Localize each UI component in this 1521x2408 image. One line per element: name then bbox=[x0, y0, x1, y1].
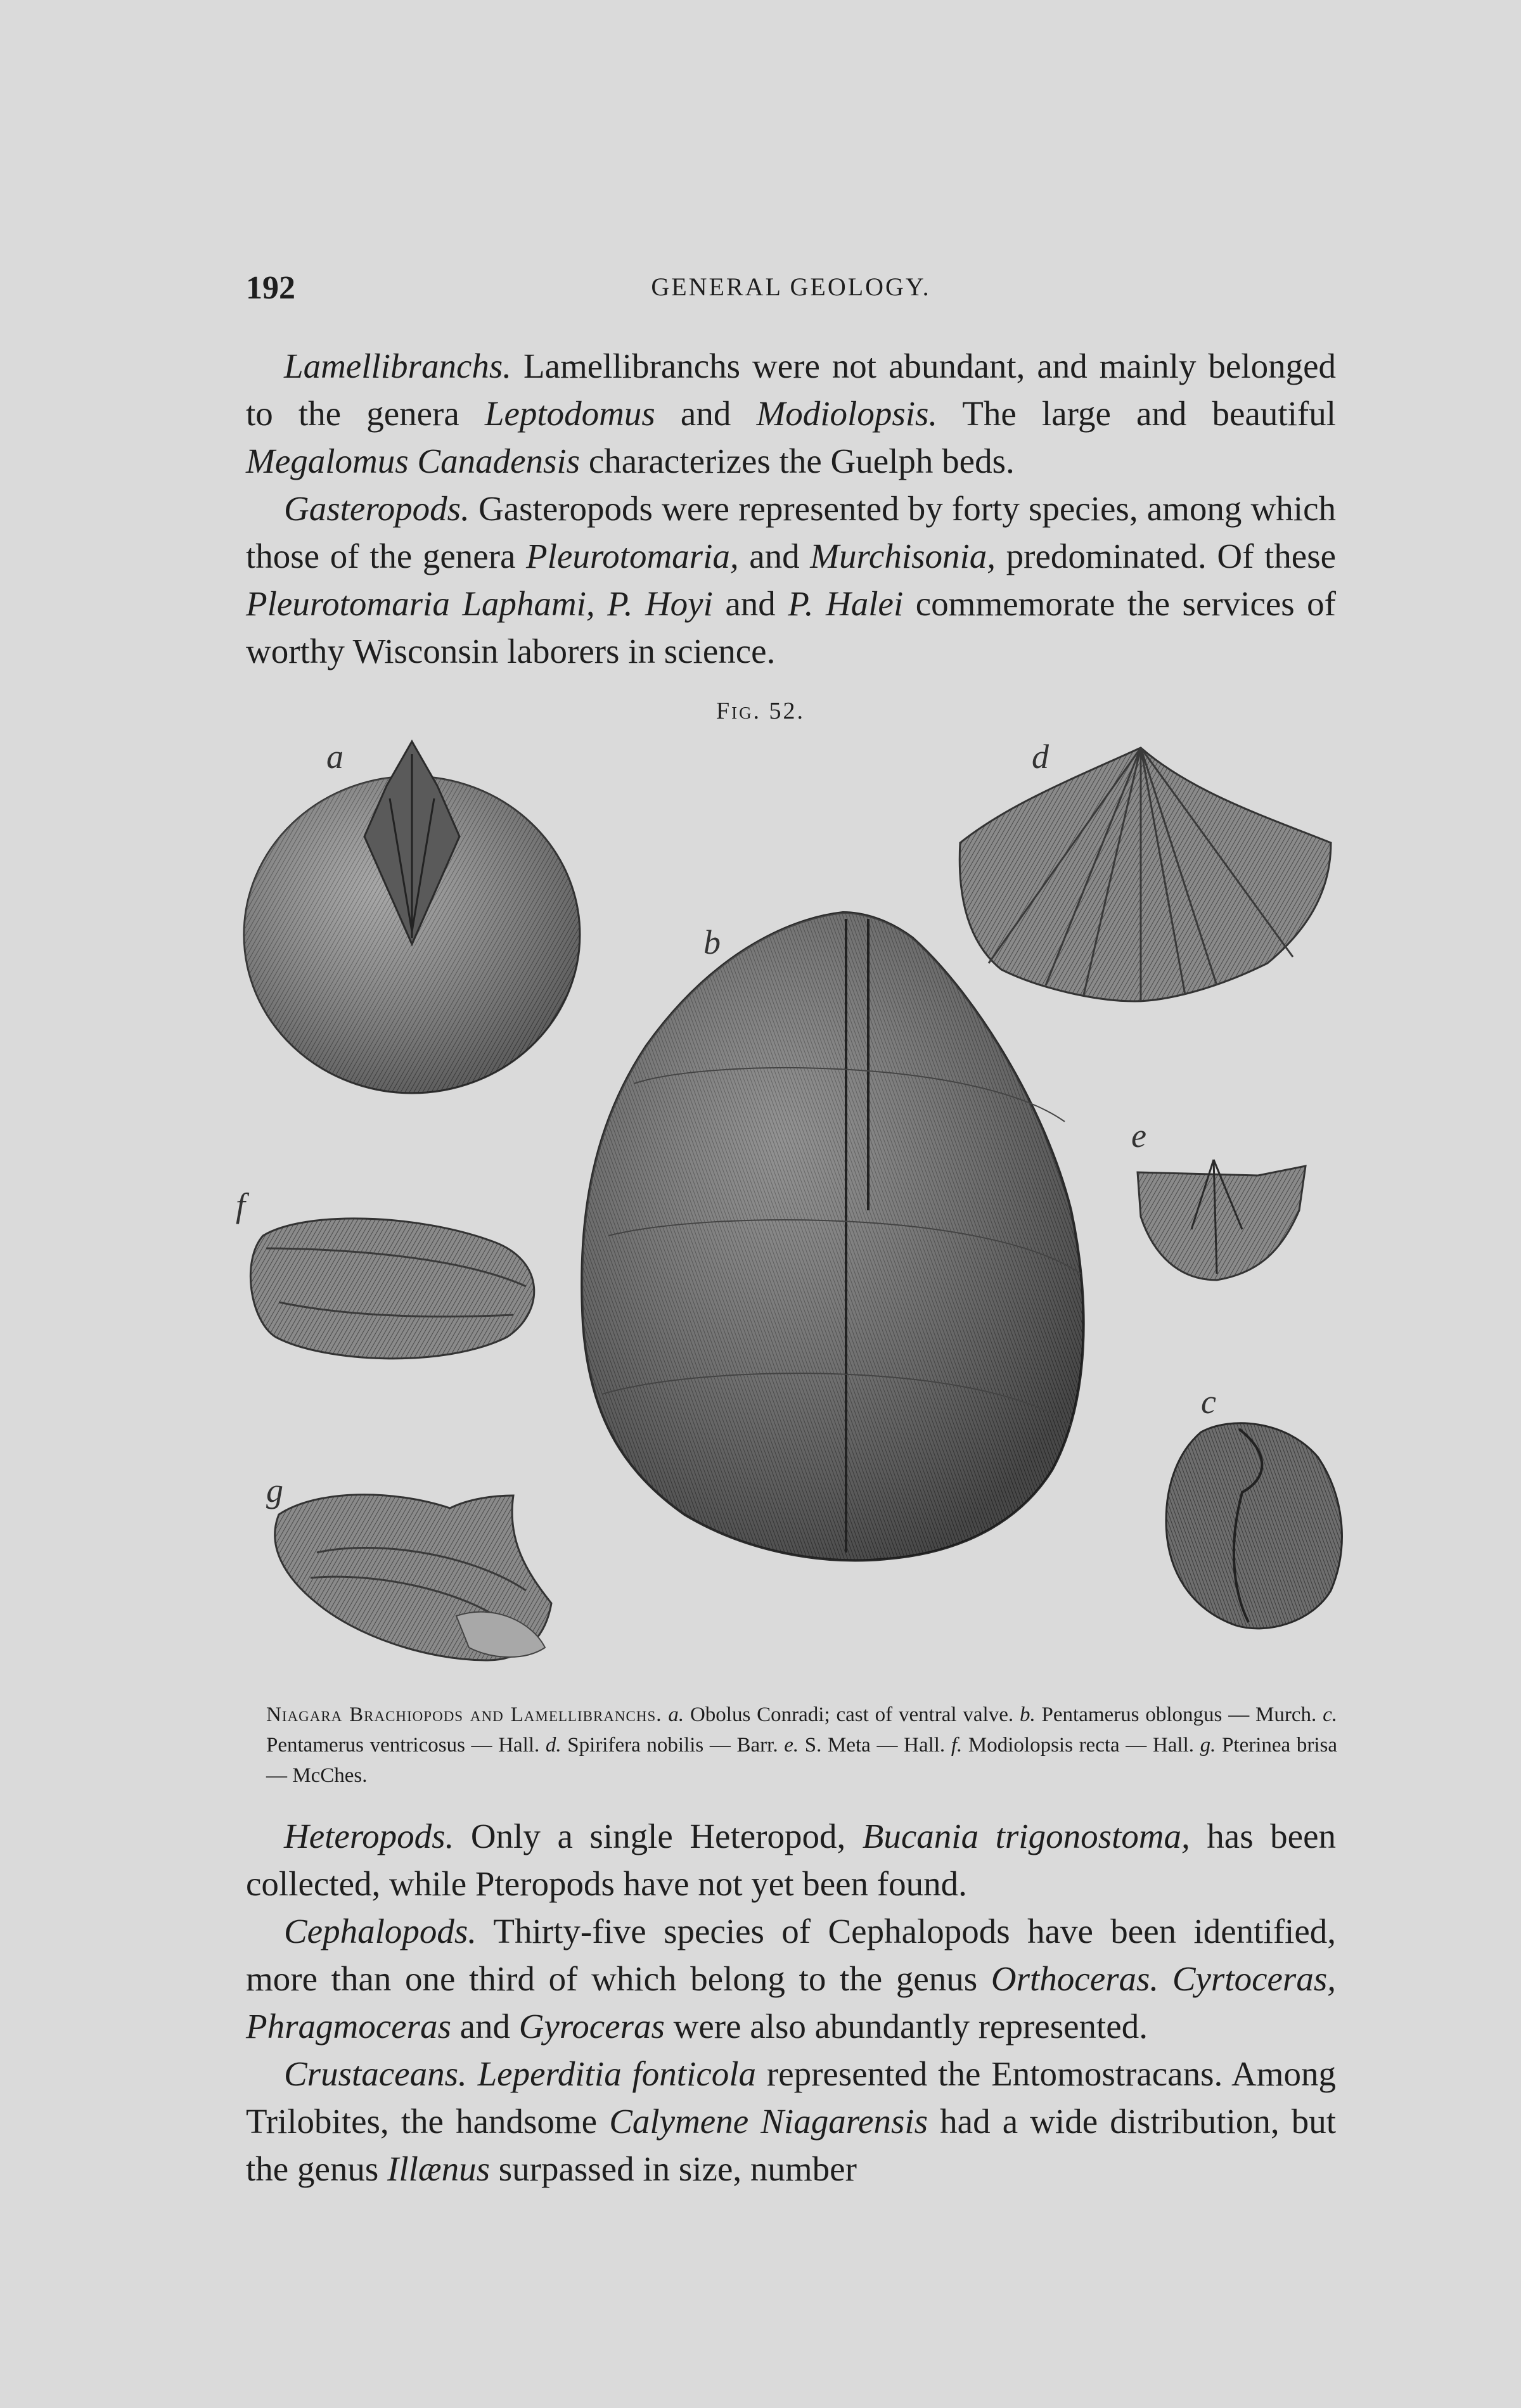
genus-name: Orthoceras. Cyrtoceras, Phragmoceras bbox=[246, 1959, 1336, 2046]
text-run: Thirty-five species of Cephalopods have been identified, more than one third of which belong to the genus bbox=[246, 1912, 1336, 1998]
paragraph-crustaceans bbox=[246, 2050, 1336, 2193]
caption-entry: Spirifera nobilis — Barr. bbox=[561, 1734, 785, 1757]
running-head: GENERAL GEOLOGY. bbox=[651, 272, 931, 301]
caption-letter: f. bbox=[951, 1734, 963, 1757]
letter-e: e bbox=[1131, 1117, 1146, 1155]
caption-entry: Modiolopsis recta — Hall. bbox=[962, 1734, 1200, 1757]
caption-letter: d. bbox=[545, 1734, 562, 1757]
specimen-g-pterinea bbox=[275, 1495, 551, 1660]
caption-title: Niagara Brachiopods and Lamellibranchs. bbox=[266, 1703, 662, 1726]
genus-name: Murchisonia, bbox=[810, 537, 996, 575]
bottom-text-block bbox=[246, 1812, 1336, 2193]
text-run: has been collected, while Pteropods have not yet been found. bbox=[246, 1817, 1336, 1903]
text-run: represented the Entomostracans. Among Trilobites, the handsome bbox=[246, 2054, 1337, 2141]
letter-c: c bbox=[1201, 1383, 1216, 1421]
paragraph-gasteropods bbox=[246, 485, 1336, 675]
letter-g: g bbox=[266, 1471, 283, 1509]
text-run: surpassed in size, number bbox=[489, 2149, 857, 2188]
paragraph-cephalopods bbox=[246, 1907, 1336, 2050]
letter-a: a bbox=[326, 738, 343, 776]
specimen-c-ventricosus bbox=[1166, 1423, 1342, 1629]
caption-letter: g. bbox=[1200, 1734, 1216, 1757]
caption-letter: c. bbox=[1323, 1703, 1338, 1726]
letter-d: d bbox=[1032, 738, 1049, 776]
specimen-a-obolus bbox=[244, 741, 580, 1093]
text-run: Only a single Heteropod, bbox=[454, 1817, 863, 1855]
species-name: Calymene Niagarensis bbox=[609, 2102, 928, 2141]
heading-gasteropods: Gasteropods. bbox=[284, 489, 470, 528]
text-run: had a wide distribution, but the genus bbox=[246, 2102, 1336, 2188]
genus-name: Pleurotomaria, bbox=[526, 537, 739, 575]
heading-cephalopods: Cephalopods. bbox=[284, 1912, 477, 1950]
letter-b: b bbox=[703, 923, 721, 961]
text-run: and bbox=[738, 537, 811, 575]
text-run: Lamellibranchs were not abundant, and mainly belonged to the genera bbox=[246, 347, 1336, 433]
fossil-plate-svg bbox=[228, 729, 1369, 1692]
paragraph-heteropods bbox=[246, 1812, 1336, 1907]
page-header bbox=[246, 269, 1336, 320]
species-name: Pleurotomaria Laphami, P. Hoyi bbox=[246, 584, 713, 623]
fossil-plate-illustration bbox=[228, 729, 1369, 1692]
text-run: Gasteropods were represented by forty species, among which those of the genera bbox=[246, 489, 1336, 575]
species-name: Bucania trigonostoma, bbox=[862, 1817, 1190, 1855]
caption-letter: b. bbox=[1019, 1703, 1036, 1726]
top-text-block bbox=[246, 342, 1336, 675]
text-run: and bbox=[451, 2007, 519, 2046]
text-run: commemorate the services of worthy Wisconsin laborers in science. bbox=[246, 584, 1337, 670]
heading-lamellibranchs: Lamellibranchs. bbox=[284, 347, 512, 385]
genus-name: Illænus bbox=[387, 2149, 490, 2188]
text-run: The large and beautiful bbox=[937, 394, 1336, 433]
species-name: P. Halei bbox=[788, 584, 904, 623]
heading-crustaceans: Crustaceans. bbox=[284, 2054, 467, 2093]
letter-f: f bbox=[236, 1186, 246, 1224]
text-run: predominated. Of these bbox=[996, 537, 1337, 575]
paragraph-lamellibranchs bbox=[246, 342, 1336, 485]
figure-caption bbox=[266, 1700, 1337, 1791]
specimen-f-modiolopsis bbox=[250, 1219, 534, 1359]
page-number: 192 bbox=[246, 270, 295, 306]
caption-entry: Pterinea brisa — McChes. bbox=[266, 1734, 1337, 1787]
specimen-b-pentamerus bbox=[582, 913, 1084, 1560]
text-run: characterizes the Guelph beds. bbox=[580, 442, 1015, 480]
caption-entry: Pentamerus oblongus — Murch. bbox=[1035, 1703, 1323, 1726]
figure-label: Fig. 52. bbox=[716, 698, 805, 724]
genus-name: Leptodomus bbox=[484, 394, 655, 433]
genus-name: Gyroceras bbox=[518, 2007, 665, 2046]
caption-letter: e. bbox=[784, 1734, 799, 1757]
genus-name: Modiolopsis. bbox=[756, 394, 938, 433]
caption-entry: Obolus Conradi; cast of ventral valve. bbox=[684, 1703, 1020, 1726]
text-run: and bbox=[712, 584, 788, 623]
species-name: Leperditia fonticola bbox=[477, 2054, 757, 2093]
caption-entry: Pentamerus ventricosus — Hall. bbox=[266, 1734, 546, 1757]
caption-letter: a. bbox=[668, 1703, 684, 1726]
text-run: and bbox=[655, 394, 757, 433]
specimen-d-spirifera bbox=[959, 748, 1331, 1001]
species-name: Megalomus Canadensis bbox=[246, 442, 581, 480]
specimen-e-meta bbox=[1138, 1160, 1306, 1280]
heading-heteropods: Heteropods. bbox=[284, 1817, 454, 1855]
text-run: were also abundantly represented. bbox=[664, 2007, 1148, 2046]
caption-entry: S. Meta — Hall. bbox=[799, 1734, 951, 1757]
